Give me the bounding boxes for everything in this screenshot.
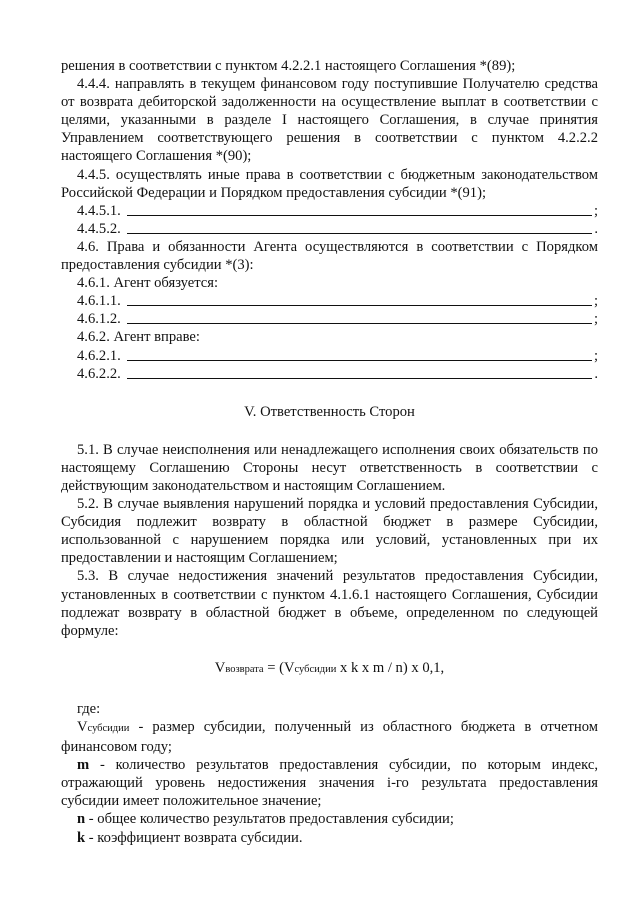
fill-line [127, 305, 592, 306]
paragraph-5-3: 5.3. В случае недостижения значений результатов предоставления Субсидии, установленных в соответствии с пунктом 4.1.6.1 настоящего Соглашения, Субсидии подлежат возврату в областной бюджет в объеме, определенном по следующей формуле: [61, 568, 598, 639]
item-number: 4.4.5.2. [77, 220, 121, 237]
fill-line [127, 215, 592, 216]
def-text: - общее количество результатов предоставления субсидии; [85, 811, 454, 828]
document-page [61, 57, 598, 847]
blank-line-4-4-5-1 [77, 202, 598, 220]
item-number: 4.6.1.1. [77, 293, 121, 310]
section-heading: V. Ответственность Сторон [244, 403, 415, 420]
definition-n [61, 810, 598, 828]
where-label: где: [77, 700, 101, 717]
def-symbol-m: m [77, 757, 90, 774]
formula-sub-vozvrata: возврата [225, 663, 264, 675]
formula-v1: V [214, 659, 226, 676]
blank-line-4-6-1-2 [77, 310, 598, 328]
paragraph-4-6-2: 4.6.2. Агент вправе: [77, 329, 200, 346]
paragraph-4-4-5: 4.4.5. осуществлять иные права в соответствии с бюджетным законодательством Российской Федерации и Порядком предоставления субсидии *(91); [61, 166, 598, 201]
def-text: - количество результатов предоставления субсидии, по которым индекс, отражающий уровень недостижения значения i-го результата предоставления субсидии имеет положительное значение; [61, 757, 598, 810]
definition-m [61, 756, 598, 810]
def-text: - размер субсидии, полученный из областного бюджета в отчетном финансовом году; [61, 719, 598, 756]
paragraph-4-6-1: 4.6.1. Агент обязуется: [77, 275, 219, 292]
def-text: - коэффициент возврата субсидии. [85, 829, 303, 846]
paragraph-4-6: 4.6. Права и обязанности Агента осуществляются в соответствии с Порядком предоставления субсидии *(3): [61, 238, 598, 274]
line-end-punct: ; [593, 202, 598, 219]
paragraph-5-2: 5.2. В случае выявления нарушений порядка и условий предоставления Субсидии, Субсидия подлежит возврату в областной бюджет в размере Субсидии, использованной с нарушением порядка или условий, установленных при их предоставлении и настоящим Соглашением; [61, 496, 598, 567]
fill-line [127, 323, 592, 324]
formula-sub-subsidii: субсидии [294, 663, 337, 675]
line-end-punct: ; [593, 293, 598, 310]
blank-line-4-6-2-2 [77, 365, 598, 383]
definition-v-subsidii [61, 718, 598, 756]
paragraph-5-1: 5.1. В случае неисполнения или ненадлежащего исполнения своих обязательств по настоящему Соглашению Стороны несут ответственность в соответствии с действующим законодательством и настоящим Соглашением. [61, 441, 598, 494]
item-number: 4.4.5.1. [77, 202, 121, 219]
line-end-punct: . [594, 220, 598, 237]
def-symbol-k: k [77, 829, 86, 846]
blank-line-4-6-1-1 [77, 292, 598, 310]
blank-line-4-6-2-1 [77, 347, 598, 365]
formula-rest: x k x m / n) x 0,1, [336, 659, 445, 676]
blank-line-4-4-5-2 [77, 220, 598, 238]
line-end-punct: ; [593, 311, 598, 328]
fill-line [127, 233, 593, 234]
fill-line [127, 378, 593, 379]
fill-line [127, 360, 592, 361]
line-end-punct: ; [593, 347, 598, 364]
paragraph-4-4-4: 4.4.4. направлять в текущем финансовом году поступившие Получателю средства от возврата дебиторской задолженности на осуществление выплат в соответствии с целями, указанными в разделе I настоящего Соглашения, в случае принятия Управлением соответствующего решения в соответствии с пунктом 4.2.2.2 настоящего Соглашения *(90); [61, 76, 598, 165]
item-number: 4.6.2.1. [77, 347, 121, 364]
definition-k [61, 829, 598, 847]
def-symbol-sub: субсидии [87, 723, 130, 734]
def-symbol-n: n [77, 811, 86, 828]
formula-mid: = (V [263, 659, 295, 676]
line-end-punct: . [594, 365, 598, 382]
def-symbol-v: V [77, 719, 88, 735]
paragraph-4-4-3-end: решения в соответствии с пунктом 4.2.2.1 настоящего Соглашения *(89); [61, 58, 516, 74]
item-number: 4.6.2.2. [77, 365, 121, 382]
item-number: 4.6.1.2. [77, 311, 121, 328]
return-formula [61, 659, 598, 679]
